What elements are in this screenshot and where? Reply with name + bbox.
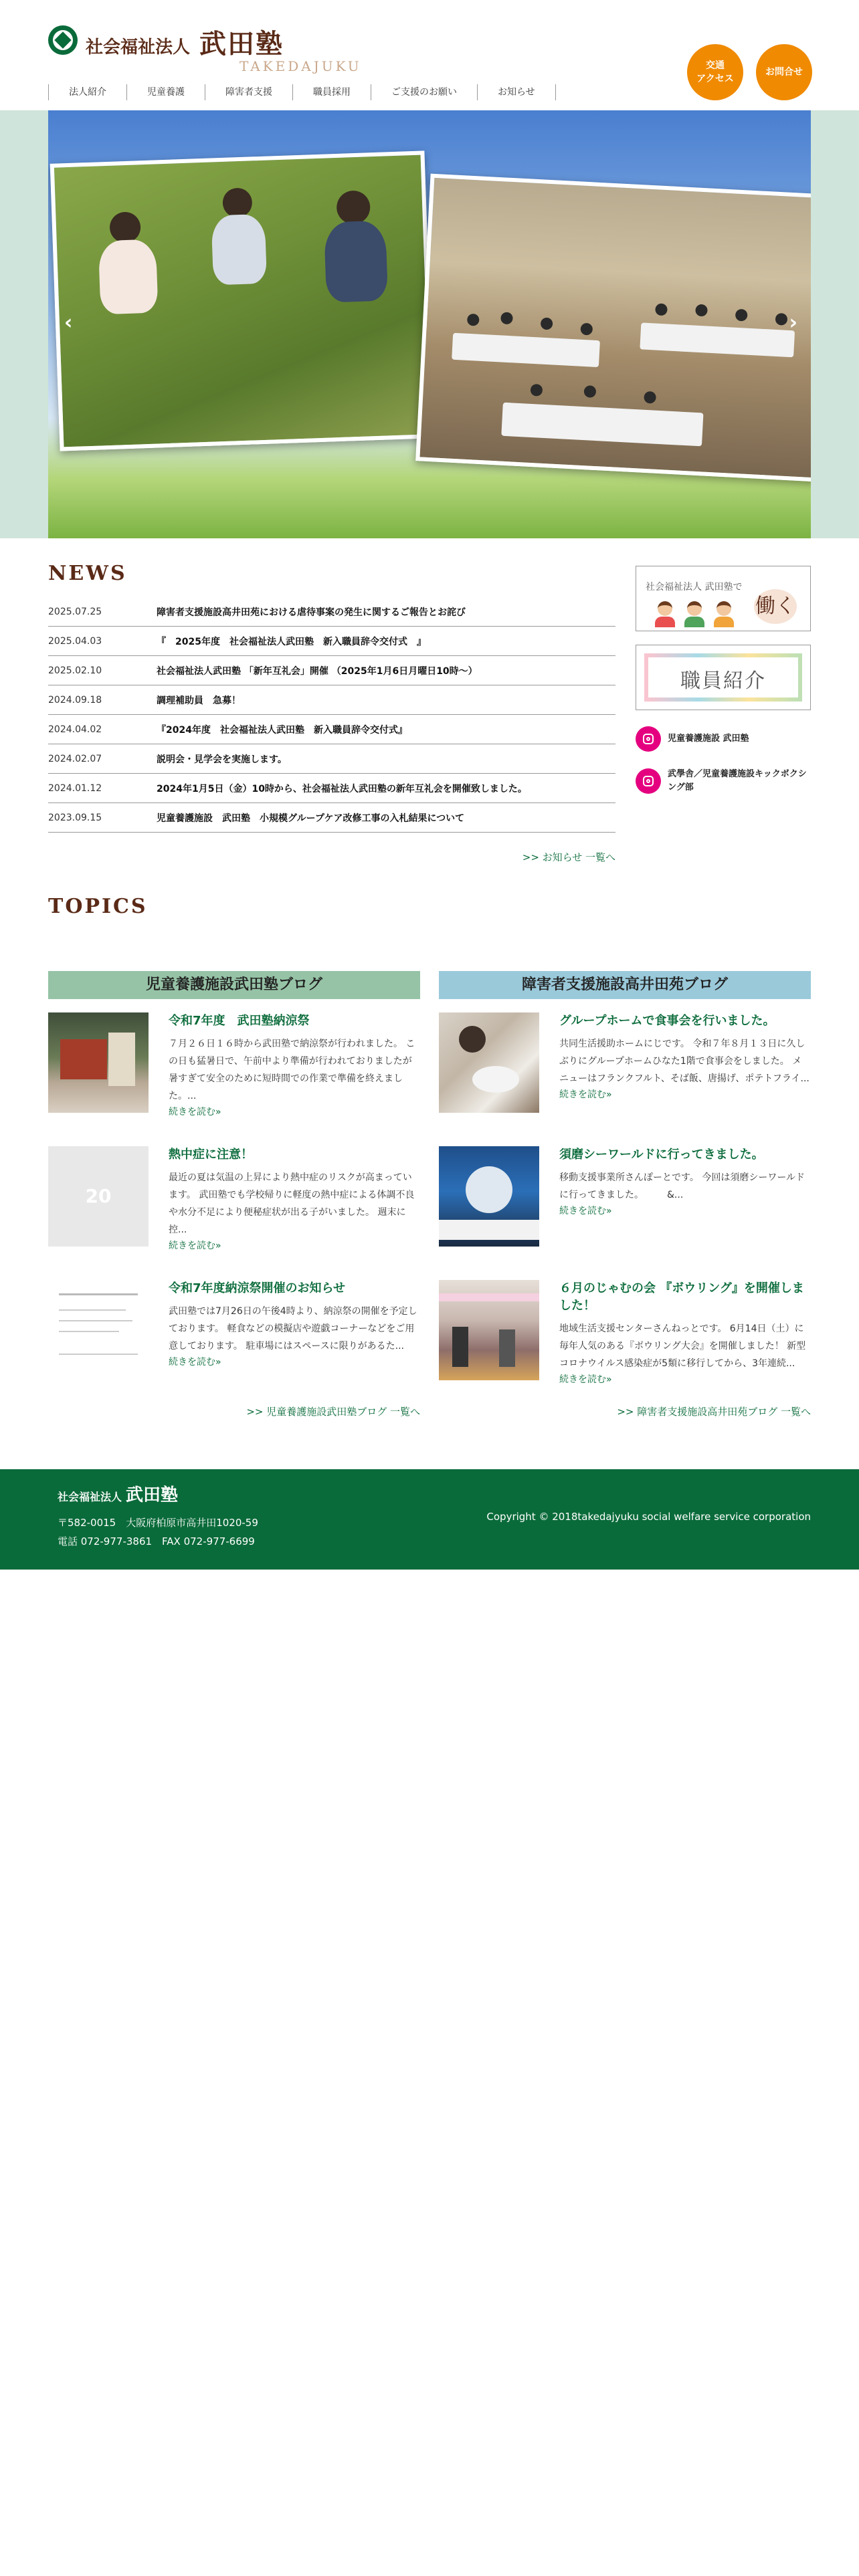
read-more-link[interactable]: 続きを読む»	[559, 1089, 612, 1100]
post-title[interactable]: 須磨シーワールドに行ってきました。	[559, 1148, 764, 1162]
footer-address: 〒582-0015 大阪府柏原市高井田1020-59	[58, 1517, 258, 1529]
read-more-link[interactable]: 続きを読む»	[559, 1374, 612, 1385]
hero-slide	[48, 110, 811, 538]
blog-post	[439, 1012, 811, 1133]
news-date: 2024.01.12	[48, 782, 102, 794]
logo-corp-type: 社会福祉法人	[86, 37, 191, 58]
staff-illustration-icon	[714, 601, 734, 627]
nav-item-news[interactable]: お知らせ	[477, 84, 556, 100]
instagram-label: 児童養護施設 武田塾	[668, 734, 749, 744]
footer-corp-name: 武田塾	[126, 1485, 179, 1505]
news-section	[48, 562, 615, 864]
read-more-link[interactable]: 続きを読む»	[169, 1107, 221, 1117]
post-title[interactable]: 熱中症に注意！	[169, 1148, 253, 1162]
nav-item-recruit[interactable]: 職員採用	[292, 84, 371, 100]
news-title: 『 2025年度 社会福祉法人武田塾 新入職員辞令交付式 』	[157, 636, 426, 647]
instagram-link-takedajuku[interactable]	[636, 726, 811, 752]
topics-heading: TOPICS	[48, 895, 148, 918]
disability-blog-list-link[interactable]: >> 障害者支援施設高井田苑ブログ 一覧へ	[617, 1406, 811, 1418]
work-banner-title: 働く	[754, 589, 797, 624]
nav-item-donation[interactable]: ご支援のお願い	[371, 84, 477, 100]
nav-item-child-care[interactable]: 児童養護	[126, 84, 205, 100]
footer-logo	[58, 1481, 178, 1506]
instagram-label: 武學舎／児童養護施設キックボクシング部	[668, 769, 807, 792]
news-date: 2023.09.15	[48, 812, 102, 823]
site-footer	[0, 1469, 859, 1570]
staff-illustration-icon	[655, 601, 675, 627]
instagram-icon	[636, 768, 661, 794]
post-title[interactable]: グループホームで食事会を行いました。	[559, 1014, 775, 1028]
news-date: 2024.09.18	[48, 694, 102, 706]
post-excerpt: 武田塾では7月26日の午後4時より、納涼祭の開催を予定しております。 軽食などの模擬店や遊戯コーナーなどをご用意しております。 駐車場にはスペースに限りがあるた...	[169, 1306, 417, 1352]
news-item[interactable]	[48, 656, 615, 685]
news-item[interactable]	[48, 744, 615, 774]
post-excerpt: 共同生活援助ホームにじです。 令和７年８月１３日に久しぶりにグループホームひなた1階で食事会をしました。 メニューはフランクフルト、そば飯、唐揚げ、ポテトフライ...	[559, 1039, 809, 1084]
news-list	[48, 597, 615, 833]
news-title: 説明会・見学会を実施します。	[157, 754, 287, 765]
news-date: 2025.07.25	[48, 606, 102, 617]
news-date: 2025.04.03	[48, 635, 102, 647]
blog-post	[48, 1280, 420, 1400]
footer-corp-type: 社会福祉法人	[58, 1491, 122, 1503]
read-more-link[interactable]: 続きを読む»	[169, 1241, 221, 1251]
post-excerpt: 最近の夏は気温の上昇により熱中症のリスクが高まっています。 武田塾でも学校帰りに軽度の熱中症による体調不良や水分不足により便秘症状が出る子がいました。 週末に控...	[169, 1172, 415, 1235]
post-title[interactable]: 令和7年度 武田塾納涼祭	[169, 1014, 310, 1028]
staff-intro-label: 職員紹介	[680, 669, 766, 693]
site-header	[0, 0, 859, 110]
news-item[interactable]	[48, 715, 615, 744]
blog-column-disability-support	[439, 971, 811, 1418]
news-item[interactable]	[48, 685, 615, 715]
news-item[interactable]	[48, 627, 615, 656]
site-logo[interactable]	[48, 23, 362, 74]
access-button-label: 交通 アクセス	[696, 60, 734, 84]
post-thumbnail[interactable]	[48, 1280, 149, 1380]
post-title[interactable]: ６月のじゃむの会 『ボウリング』を開催しました！	[559, 1281, 804, 1313]
news-heading: NEWS	[48, 562, 127, 585]
slider-next-icon[interactable]: ›	[789, 311, 797, 334]
hero-slider	[0, 110, 859, 538]
nav-item-about[interactable]: 法人紹介	[48, 84, 126, 100]
access-button[interactable]	[687, 44, 743, 100]
news-item[interactable]	[48, 597, 615, 627]
post-title[interactable]: 令和7年度納涼祭開催のお知らせ	[169, 1281, 345, 1295]
contact-button[interactable]: お問合せ	[756, 44, 812, 100]
blog-post	[439, 1280, 811, 1400]
logo-name: 武田塾	[199, 28, 284, 60]
footer-copyright: Copyright © 2018takedajyuku social welfare service corporation	[486, 1511, 811, 1523]
news-date: 2025.02.10	[48, 665, 102, 676]
child-care-blog-list-link[interactable]: >> 児童養護施設武田塾ブログ 一覧へ	[246, 1406, 420, 1418]
post-excerpt: 地域生活支援センターさんねっとです。 6月14日（土）に毎年人気のある『ボウリング大会』を開催しました！ 新型コロナウイルス感染症が5類に移行してから、3年連続...	[559, 1323, 806, 1369]
instagram-link-kickboxing[interactable]	[636, 768, 811, 794]
blog-post	[48, 1146, 420, 1267]
news-date: 2024.02.07	[48, 753, 102, 764]
post-thumbnail[interactable]	[439, 1012, 539, 1113]
thumbnail-placeholder-text: 20	[85, 1185, 112, 1207]
news-item[interactable]	[48, 803, 615, 833]
news-title: 『2024年度 社会福祉法人武田塾 新入職員辞令交付式』	[157, 724, 407, 736]
news-item[interactable]	[48, 774, 615, 803]
nav-item-disability-support[interactable]: 障害者支援	[205, 84, 292, 100]
instagram-icon	[636, 726, 661, 752]
news-title: 2024年1月5日（金）10時から、社会福祉法人武田塾の新年互礼会を開催致しました。	[157, 783, 527, 794]
news-title: 社会福祉法人武田塾 「新年互礼会」開催 （2025年1月6日月曜日10時〜）	[157, 665, 478, 677]
read-more-link[interactable]: 続きを読む»	[169, 1357, 221, 1368]
blog-post	[48, 1012, 420, 1133]
post-thumbnail[interactable]	[48, 1012, 149, 1113]
work-banner-caption: 社会福祉法人 武田塾で	[646, 582, 743, 593]
topics-section	[48, 895, 811, 1418]
post-excerpt: 移動支援事業所さんぽーとです。 今回は須磨シーワールドに行ってきました。 &...	[559, 1172, 805, 1200]
news-title: 児童養護施設 武田塾 小規模グループケア改修工事の入札結果について	[157, 813, 465, 824]
side-banners	[636, 566, 811, 794]
hero-photo-children	[50, 150, 435, 451]
blog-heading: 児童養護施設武田塾ブログ	[48, 971, 420, 999]
footer-phone: 電話 072-977-3861 FAX 072-977-6699	[58, 1535, 255, 1547]
news-title: 調理補助員 急募！	[157, 695, 241, 706]
blog-heading: 障害者支援施設高井田苑ブログ	[439, 971, 811, 999]
post-thumbnail[interactable]	[439, 1280, 539, 1380]
read-more-link[interactable]: 続きを読む»	[559, 1206, 612, 1216]
global-nav	[48, 84, 556, 100]
work-banner[interactable]	[636, 566, 811, 631]
logo-roman: TAKEDAJUKU	[240, 58, 362, 74]
hero-photo-party	[415, 174, 811, 482]
post-excerpt: ７月２６日１６時から武田塾で納涼祭が行われました。 この日も猛暑日で、午前中より準備が行われておりましたが暑すぎて安全のために短時間での作業で準備を終えました。...	[169, 1039, 415, 1101]
blog-column-child-care	[48, 971, 420, 1418]
news-title: 障害者支援施設高井田苑における虐待事案の発生に関するご報告とお詫び	[157, 607, 466, 618]
news-list-link[interactable]: >> お知らせ 一覧へ	[522, 851, 615, 863]
staff-illustration-icon	[684, 601, 704, 627]
slider-prev-icon[interactable]: ‹	[64, 311, 73, 334]
news-date: 2024.04.02	[48, 724, 102, 735]
post-thumbnail[interactable]	[439, 1146, 539, 1247]
blog-post	[439, 1146, 811, 1267]
post-thumbnail[interactable]	[48, 1146, 149, 1247]
staff-intro-banner[interactable]	[636, 645, 811, 710]
logo-emblem-icon	[48, 25, 78, 55]
